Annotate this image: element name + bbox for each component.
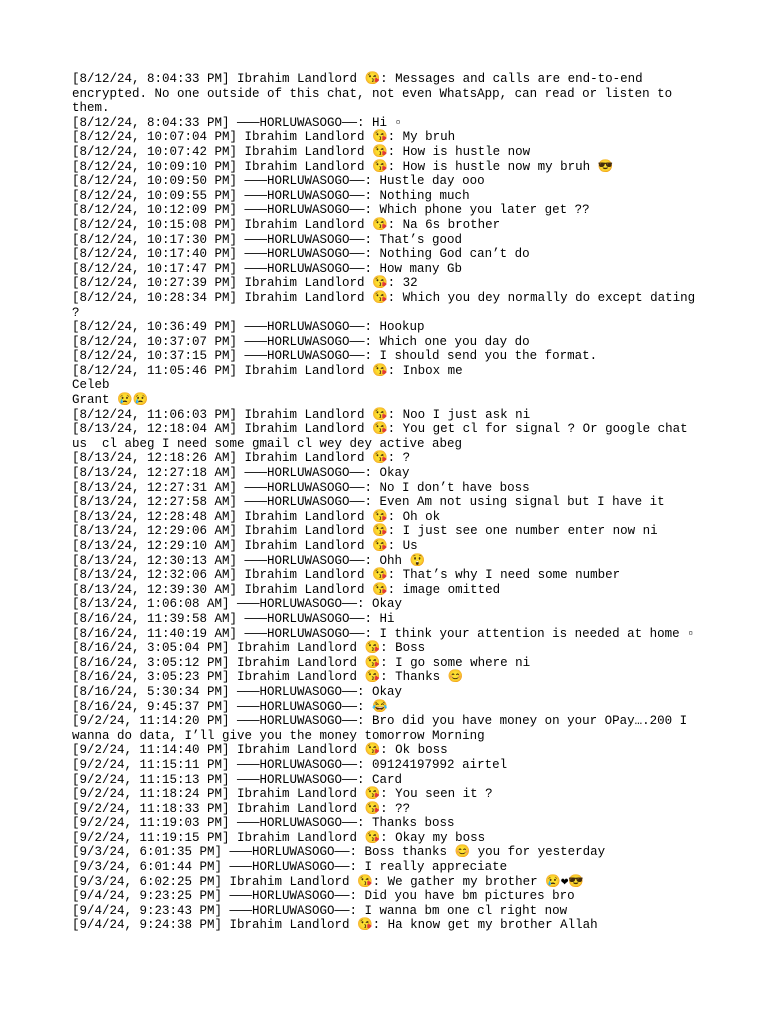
transcript-line: [8/12/24, 10:27:39 PM] Ibrahim Landlord 😘: 32	[72, 276, 418, 291]
transcript-line: [8/13/24, 1:06:08 AM] ———HORLUWASOGO——: Okay	[72, 597, 403, 612]
transcript-line: [8/12/24, 10:07:04 PM] Ibrahim Landlord 😘: My bruh	[72, 130, 456, 145]
transcript-line: [9/2/24, 11:18:24 PM] Ibrahim Landlord 😘: You seen it ?	[72, 787, 493, 802]
chat-transcript	[72, 72, 702, 933]
transcript-line: [8/13/24, 12:30:13 AM] ———HORLUWASOGO——: Ohh 😲	[72, 553, 426, 568]
transcript-line: [8/12/24, 10:09:10 PM] Ibrahim Landlord 😘: How is hustle now my bruh 😎	[72, 159, 614, 174]
transcript-line: [8/12/24, 10:17:40 PM] ———HORLUWASOGO——: Nothing God can’t do	[72, 247, 530, 262]
transcript-line: [8/12/24, 11:05:46 PM] Ibrahim Landlord 😘: Inbox me	[72, 363, 463, 378]
transcript-line: [8/12/24, 10:17:47 PM] ———HORLUWASOGO——: How many Gb	[72, 261, 463, 276]
transcript-line: Celeb	[72, 378, 110, 393]
transcript-line: [9/2/24, 11:19:15 PM] Ibrahim Landlord 😘: Okay my boss	[72, 830, 486, 845]
transcript-line: [8/13/24, 12:29:10 AM] Ibrahim Landlord 😘: Us	[72, 539, 418, 553]
transcript-line: [8/13/24, 12:27:18 AM] ———HORLUWASOGO——: Okay	[72, 466, 410, 481]
transcript-line: [9/2/24, 11:14:40 PM] Ibrahim Landlord 😘: Ok boss	[72, 743, 448, 758]
transcript-line: [9/3/24, 6:01:35 PM] ———HORLUWASOGO——: Boss thanks 😊 you for yesterday	[72, 845, 606, 860]
transcript-line: [8/12/24, 10:28:34 PM] Ibrahim Landlord 😘: Which you dey normally do except dating ?	[72, 290, 703, 320]
transcript-line: [8/13/24, 12:27:58 AM] ———HORLUWASOGO——: Even Am not using signal but I have it	[72, 495, 665, 510]
transcript-line: [8/12/24, 10:09:55 PM] ———HORLUWASOGO——: Nothing much	[72, 188, 470, 203]
transcript-line: [8/13/24, 12:39:30 AM] Ibrahim Landlord 😘: image omitted	[72, 582, 501, 597]
transcript-line: [8/12/24, 10:37:15 PM] ———HORLUWASOGO——: I should send you the format.	[72, 349, 598, 364]
transcript-line: [8/16/24, 3:05:04 PM] Ibrahim Landlord 😘: Boss	[72, 641, 426, 656]
transcript-line: [9/3/24, 6:01:44 PM] ———HORLUWASOGO——: I really appreciate	[72, 860, 508, 875]
transcript-line: [8/16/24, 9:45:37 PM] ———HORLUWASOGO——: 😂	[72, 699, 388, 714]
transcript-line: [9/4/24, 9:24:38 PM] Ibrahim Landlord 😘: Ha know get my brother Allah	[72, 918, 598, 933]
transcript-line: [8/13/24, 12:18:26 AM] Ibrahim Landlord 😘: ?	[72, 451, 411, 466]
transcript-line: [8/12/24, 10:07:42 PM] Ibrahim Landlord 😘: How is hustle now	[72, 144, 531, 159]
transcript-line: [9/4/24, 9:23:43 PM] ———HORLUWASOGO——: I wanna bm one cl right now	[72, 903, 568, 918]
transcript-line: [9/2/24, 11:18:33 PM] Ibrahim Landlord 😘: ??	[72, 801, 411, 816]
transcript-line: Grant 😢😢	[72, 393, 149, 408]
transcript-line: [9/2/24, 11:15:13 PM] ———HORLUWASOGO——: Card	[72, 772, 403, 787]
transcript-line: [9/2/24, 11:15:11 PM] ———HORLUWASOGO——: 09124197992 airtel	[72, 757, 508, 772]
transcript-line: [8/12/24, 8:04:33 PM] Ibrahim Landlord 😘: Messages and calls are end-to-end encrypted. No one outside of this chat, not even WhatsApp, can read or listen to them.	[72, 72, 680, 116]
transcript-line: [9/4/24, 9:23:25 PM] ———HORLUWASOGO——: Did you have bm pictures bro	[72, 889, 575, 904]
transcript-line: [8/16/24, 3:05:23 PM] Ibrahim Landlord 😘: Thanks 😊	[72, 670, 464, 685]
transcript-line: [8/12/24, 11:06:03 PM] Ibrahim Landlord 😘: Noo I just ask ni	[72, 407, 531, 422]
transcript-line: [8/13/24, 12:18:04 AM] Ibrahim Landlord 😘: You get cl for signal ? Or google chat us cl abeg I need some gmail cl wey dey active abeg	[72, 422, 696, 451]
transcript-line: [8/16/24, 11:39:58 AM] ———HORLUWASOGO——: Hi	[72, 611, 395, 626]
transcript-line: [8/16/24, 11:40:19 AM] ———HORLUWASOGO——: I think your attention is needed at home ▫	[72, 626, 695, 641]
transcript-line: [8/12/24, 10:12:09 PM] ———HORLUWASOGO——: Which phone you later get ??	[72, 203, 590, 218]
transcript-line: [8/13/24, 12:27:31 AM] ———HORLUWASOGO——: No I don’t have boss	[72, 480, 530, 495]
transcript-line: [8/12/24, 10:15:08 PM] Ibrahim Landlord 😘: Na 6s brother	[72, 217, 501, 232]
transcript-line: [8/12/24, 10:09:50 PM] ———HORLUWASOGO——: Hustle day ooo	[72, 174, 485, 189]
transcript-line: [8/12/24, 10:37:07 PM] ———HORLUWASOGO——: Which one you day do	[72, 334, 530, 349]
transcript-line: [8/12/24, 10:17:30 PM] ———HORLUWASOGO——: That’s good	[72, 232, 463, 247]
transcript-line: [9/2/24, 11:19:03 PM] ———HORLUWASOGO——: Thanks boss	[72, 816, 455, 831]
transcript-line: [8/13/24, 12:29:06 AM] Ibrahim Landlord 😘: I just see one number enter now ni	[72, 524, 658, 539]
transcript-line: [8/13/24, 12:28:48 AM] Ibrahim Landlord 😘: Oh ok	[72, 509, 441, 524]
transcript-line: [8/16/24, 5:30:34 PM] ———HORLUWASOGO——: Okay	[72, 684, 403, 699]
transcript-line: [8/13/24, 12:32:06 AM] Ibrahim Landlord 😘: That’s why I need some number	[72, 568, 621, 583]
transcript-line: [8/12/24, 10:36:49 PM] ———HORLUWASOGO——: Hookup	[72, 320, 425, 335]
transcript-line: [8/16/24, 3:05:12 PM] Ibrahim Landlord 😘: I go some where ni	[72, 655, 531, 670]
transcript-line: [9/3/24, 6:02:25 PM] Ibrahim Landlord 😘: We gather my brother 😢❤😎	[72, 874, 584, 889]
transcript-line: [8/12/24, 8:04:33 PM] ———HORLUWASOGO——: Hi ▫	[72, 115, 403, 130]
transcript-line: [9/2/24, 11:14:20 PM] ———HORLUWASOGO——: Bro did you have money on your OPay….200 I wanna do data, I’ll give you the money tomorrow Morning	[72, 714, 695, 743]
